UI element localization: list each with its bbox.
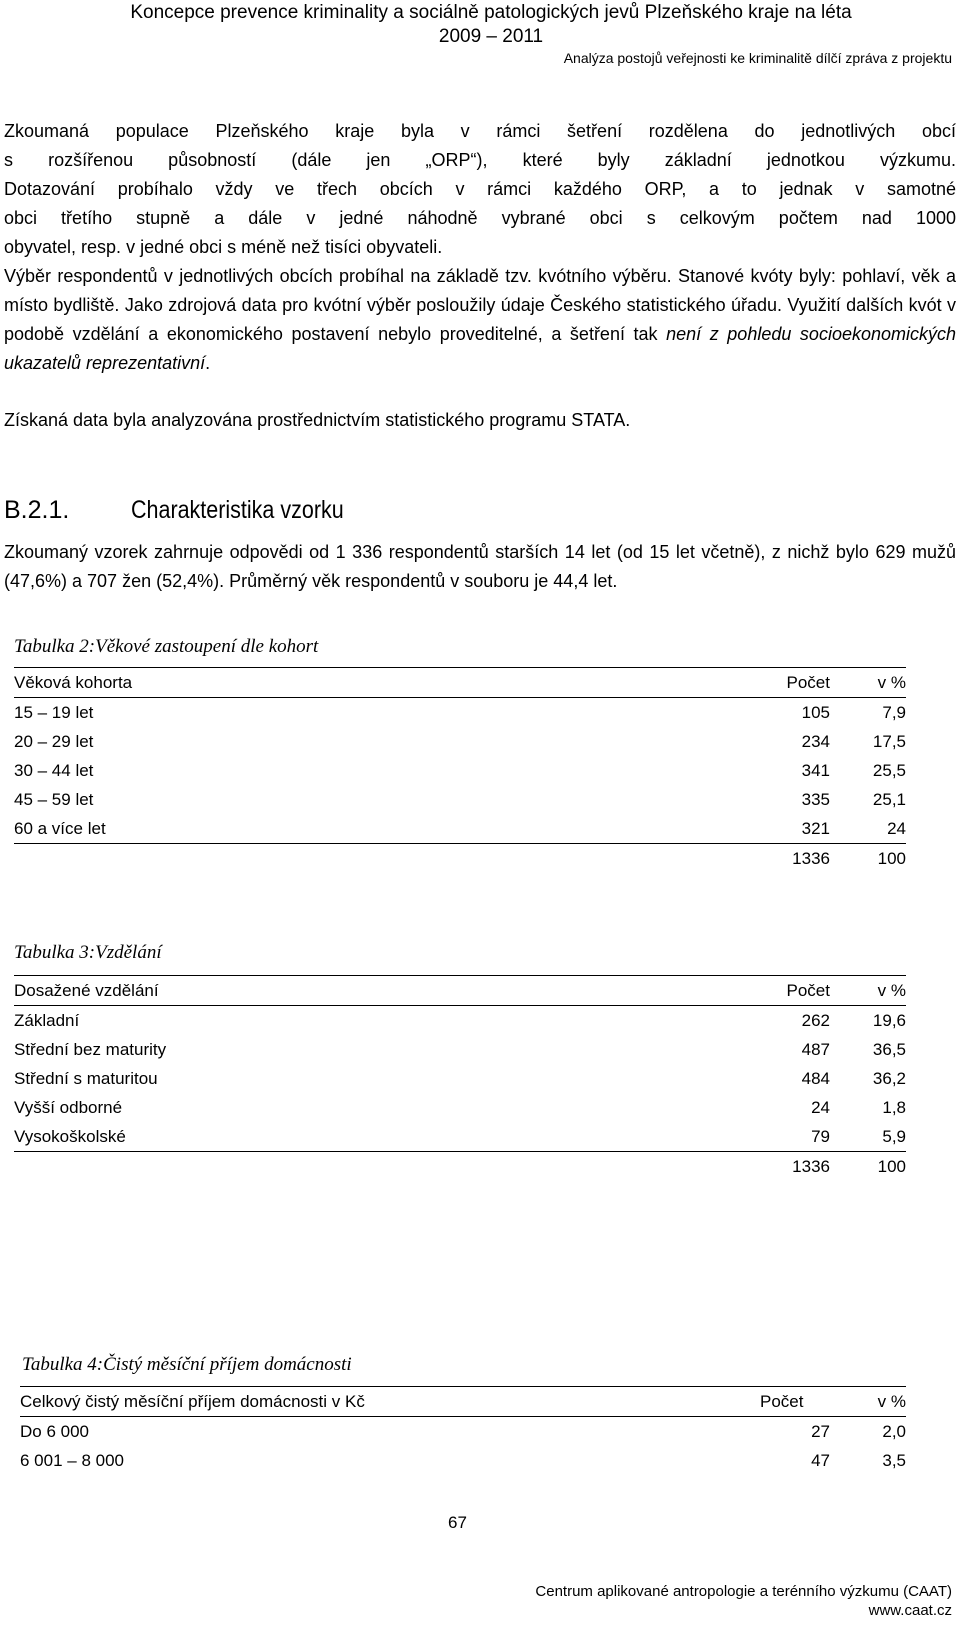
table-row (20, 1417, 906, 1447)
table-cell: Vyšší odborné (14, 1097, 123, 1117)
table-cell: 19,6 (872, 1010, 906, 1030)
table-cell: 47 (811, 1450, 830, 1470)
table-cell: 24 (830, 814, 906, 844)
table-header-row (20, 1387, 906, 1417)
table-cell: 100 (877, 848, 906, 868)
table-cell: 60 a více let (14, 814, 654, 844)
paragraph-line: obci třetího stupně a dále v jedné náhodně vybrané obci s celkovým počtem nad 1000 (4, 208, 956, 228)
paragraph-sample: Zkoumaný vzorek zahrnuje odpovědi od 1 336 respondentů starších 14 let (od 15 let včetně), z nichž bylo 629 mužů (47,6%) a 707 žen (52,4%). Průměrný věk respondentů v souboru je 44,4 let. (4, 542, 956, 591)
table-cell: 105 (801, 702, 830, 722)
table3-caption: Tabulka 3:Vzdělání (14, 942, 162, 963)
table-row (14, 1006, 906, 1036)
header-title-line1: Koncepce prevence kriminality a sociálně patologických jevů Plzeňského kraje na léta (130, 2, 852, 23)
table-header-cell: Počet (654, 976, 830, 1006)
section-number: B.2.1. (4, 496, 70, 524)
table-cell: 335 (801, 789, 830, 809)
table-cell: 1336 (792, 1156, 830, 1176)
table-header-cell: v % (830, 976, 906, 1006)
paragraph-text-end: . (205, 353, 211, 373)
paragraph-quota-sampling (4, 262, 956, 378)
table-cell: 20 – 29 let (14, 731, 94, 751)
table-cell: Střední bez maturity (14, 1039, 167, 1059)
paragraph-line: s rozšířenou působností (dále jen „ORP“), které byly základní jednotkou výzkumu. (4, 150, 956, 170)
table-row (14, 785, 906, 814)
table-cell: 27 (811, 1421, 830, 1441)
table-cell: Střední s maturitou (14, 1068, 158, 1088)
table-row (14, 698, 906, 728)
table-row (20, 1446, 906, 1475)
table-cell: 1,8 (882, 1097, 906, 1117)
table-header-cell: Počet (654, 668, 830, 698)
table-cell: Vysokoškolské (14, 1122, 654, 1152)
table-header-row (14, 668, 906, 698)
paragraph-italic: není z pohledu socioekonomických ukazatelů reprezentativní (4, 324, 957, 373)
table-cell: 487 (801, 1039, 830, 1059)
footer-organization (535, 1582, 952, 1620)
section-heading (4, 495, 378, 525)
paragraph-stata: Získaná data byla analyzována prostřednictvím statistického programu STATA. (4, 410, 631, 430)
table-row (14, 1093, 906, 1122)
table-header-cell: v % (830, 668, 906, 698)
table-cell: 30 – 44 let (14, 760, 94, 780)
table-header-cell: Věková kohorta (14, 668, 654, 698)
table-row (14, 1064, 906, 1093)
paragraph-line: Dotazování probíhalo vždy ve třech obcích v rámci každého ORP, a to jednak v samotné (4, 179, 956, 199)
table-cell: 2,0 (882, 1421, 906, 1441)
table-cell: 7,9 (882, 702, 906, 722)
table-total-row (14, 1152, 906, 1182)
table4-caption: Tabulka 4:Čistý měsíční příjem domácnosti (22, 1354, 352, 1375)
page-number: 67 (448, 1513, 467, 1532)
table-cell: 484 (801, 1068, 830, 1088)
table-cell: 25,5 (872, 760, 906, 780)
table-row (14, 1035, 906, 1064)
table-total-row (14, 844, 906, 874)
table-cell: 79 (654, 1122, 830, 1152)
table-cell: Základní (14, 1010, 80, 1030)
table-cell: 24 (811, 1097, 830, 1117)
table4-household-income (20, 1386, 906, 1475)
table-cell: 1336 (792, 848, 830, 868)
table-cell: 100 (877, 1156, 906, 1176)
table-cell (14, 844, 654, 874)
table-header-row (14, 976, 906, 1006)
paragraph-line: obyvatel, resp. v jedné obci s méně než tisíci obyvateli. (4, 237, 443, 257)
table-header-cell: Počet (660, 1387, 830, 1417)
table-cell: 262 (801, 1010, 830, 1030)
footer-org-name: Centrum aplikované antropologie a terénního výzkumu (CAAT) (535, 1583, 952, 1600)
table-cell: 234 (801, 731, 830, 751)
table-cell: 45 – 59 let (14, 789, 94, 809)
table-row (14, 814, 906, 844)
table-cell: 3,5 (882, 1450, 906, 1470)
table-cell: 36,5 (872, 1039, 906, 1059)
table-cell: Do 6 000 (20, 1421, 89, 1441)
table-cell: 6 001 – 8 000 (20, 1450, 124, 1470)
table-cell: 15 – 19 let (14, 702, 94, 722)
table-row (14, 756, 906, 785)
table-row (14, 1122, 906, 1152)
section-title: Charakteristika vzorku (131, 496, 344, 524)
table-cell: 321 (654, 814, 830, 844)
table-row (14, 727, 906, 756)
table-cell: 25,1 (872, 789, 906, 809)
table-header-cell: v % (830, 1387, 906, 1417)
table-cell: 5,9 (830, 1122, 906, 1152)
paragraph-line: Zkoumaná populace Plzeňského kraje byla v rámci šetření rozdělena do jednotlivých obcí (4, 121, 956, 141)
table-cell: 341 (801, 760, 830, 780)
header-title-line2: 2009 – 2011 (438, 26, 544, 47)
table-header-cell: Dosažené vzdělání (14, 976, 654, 1006)
table2-age-cohorts (14, 667, 906, 873)
table2-caption: Tabulka 2:Věkové zastoupení dle kohort (14, 636, 319, 657)
table-cell (14, 1152, 654, 1182)
footer-url[interactable]: www.caat.cz (868, 1602, 952, 1619)
table3-education (14, 975, 906, 1181)
table-cell: 17,5 (872, 731, 906, 751)
header-subtitle: Analýza postojů veřejnosti ke kriminalitě dílčí zpráva z projektu (563, 50, 952, 66)
table-header-cell: Celkový čistý měsíční příjem domácnosti v Kč (20, 1387, 660, 1417)
paragraph-population (4, 117, 956, 262)
paragraph-text: Výběr respondentů v jednotlivých obcích probíhal na základě tzv. kvótního výběru. Stanové kvóty byly: pohlaví, věk a místo bydliště. Jako zdrojová data pro kvótní výběr posloužily údaje Českého statistického úřadu. Využití dalších kvót v podobě vzdělání a ekonomického postavení nebylo proveditelné, a šetření tak (4, 266, 956, 344)
table-cell: 36,2 (872, 1068, 906, 1088)
